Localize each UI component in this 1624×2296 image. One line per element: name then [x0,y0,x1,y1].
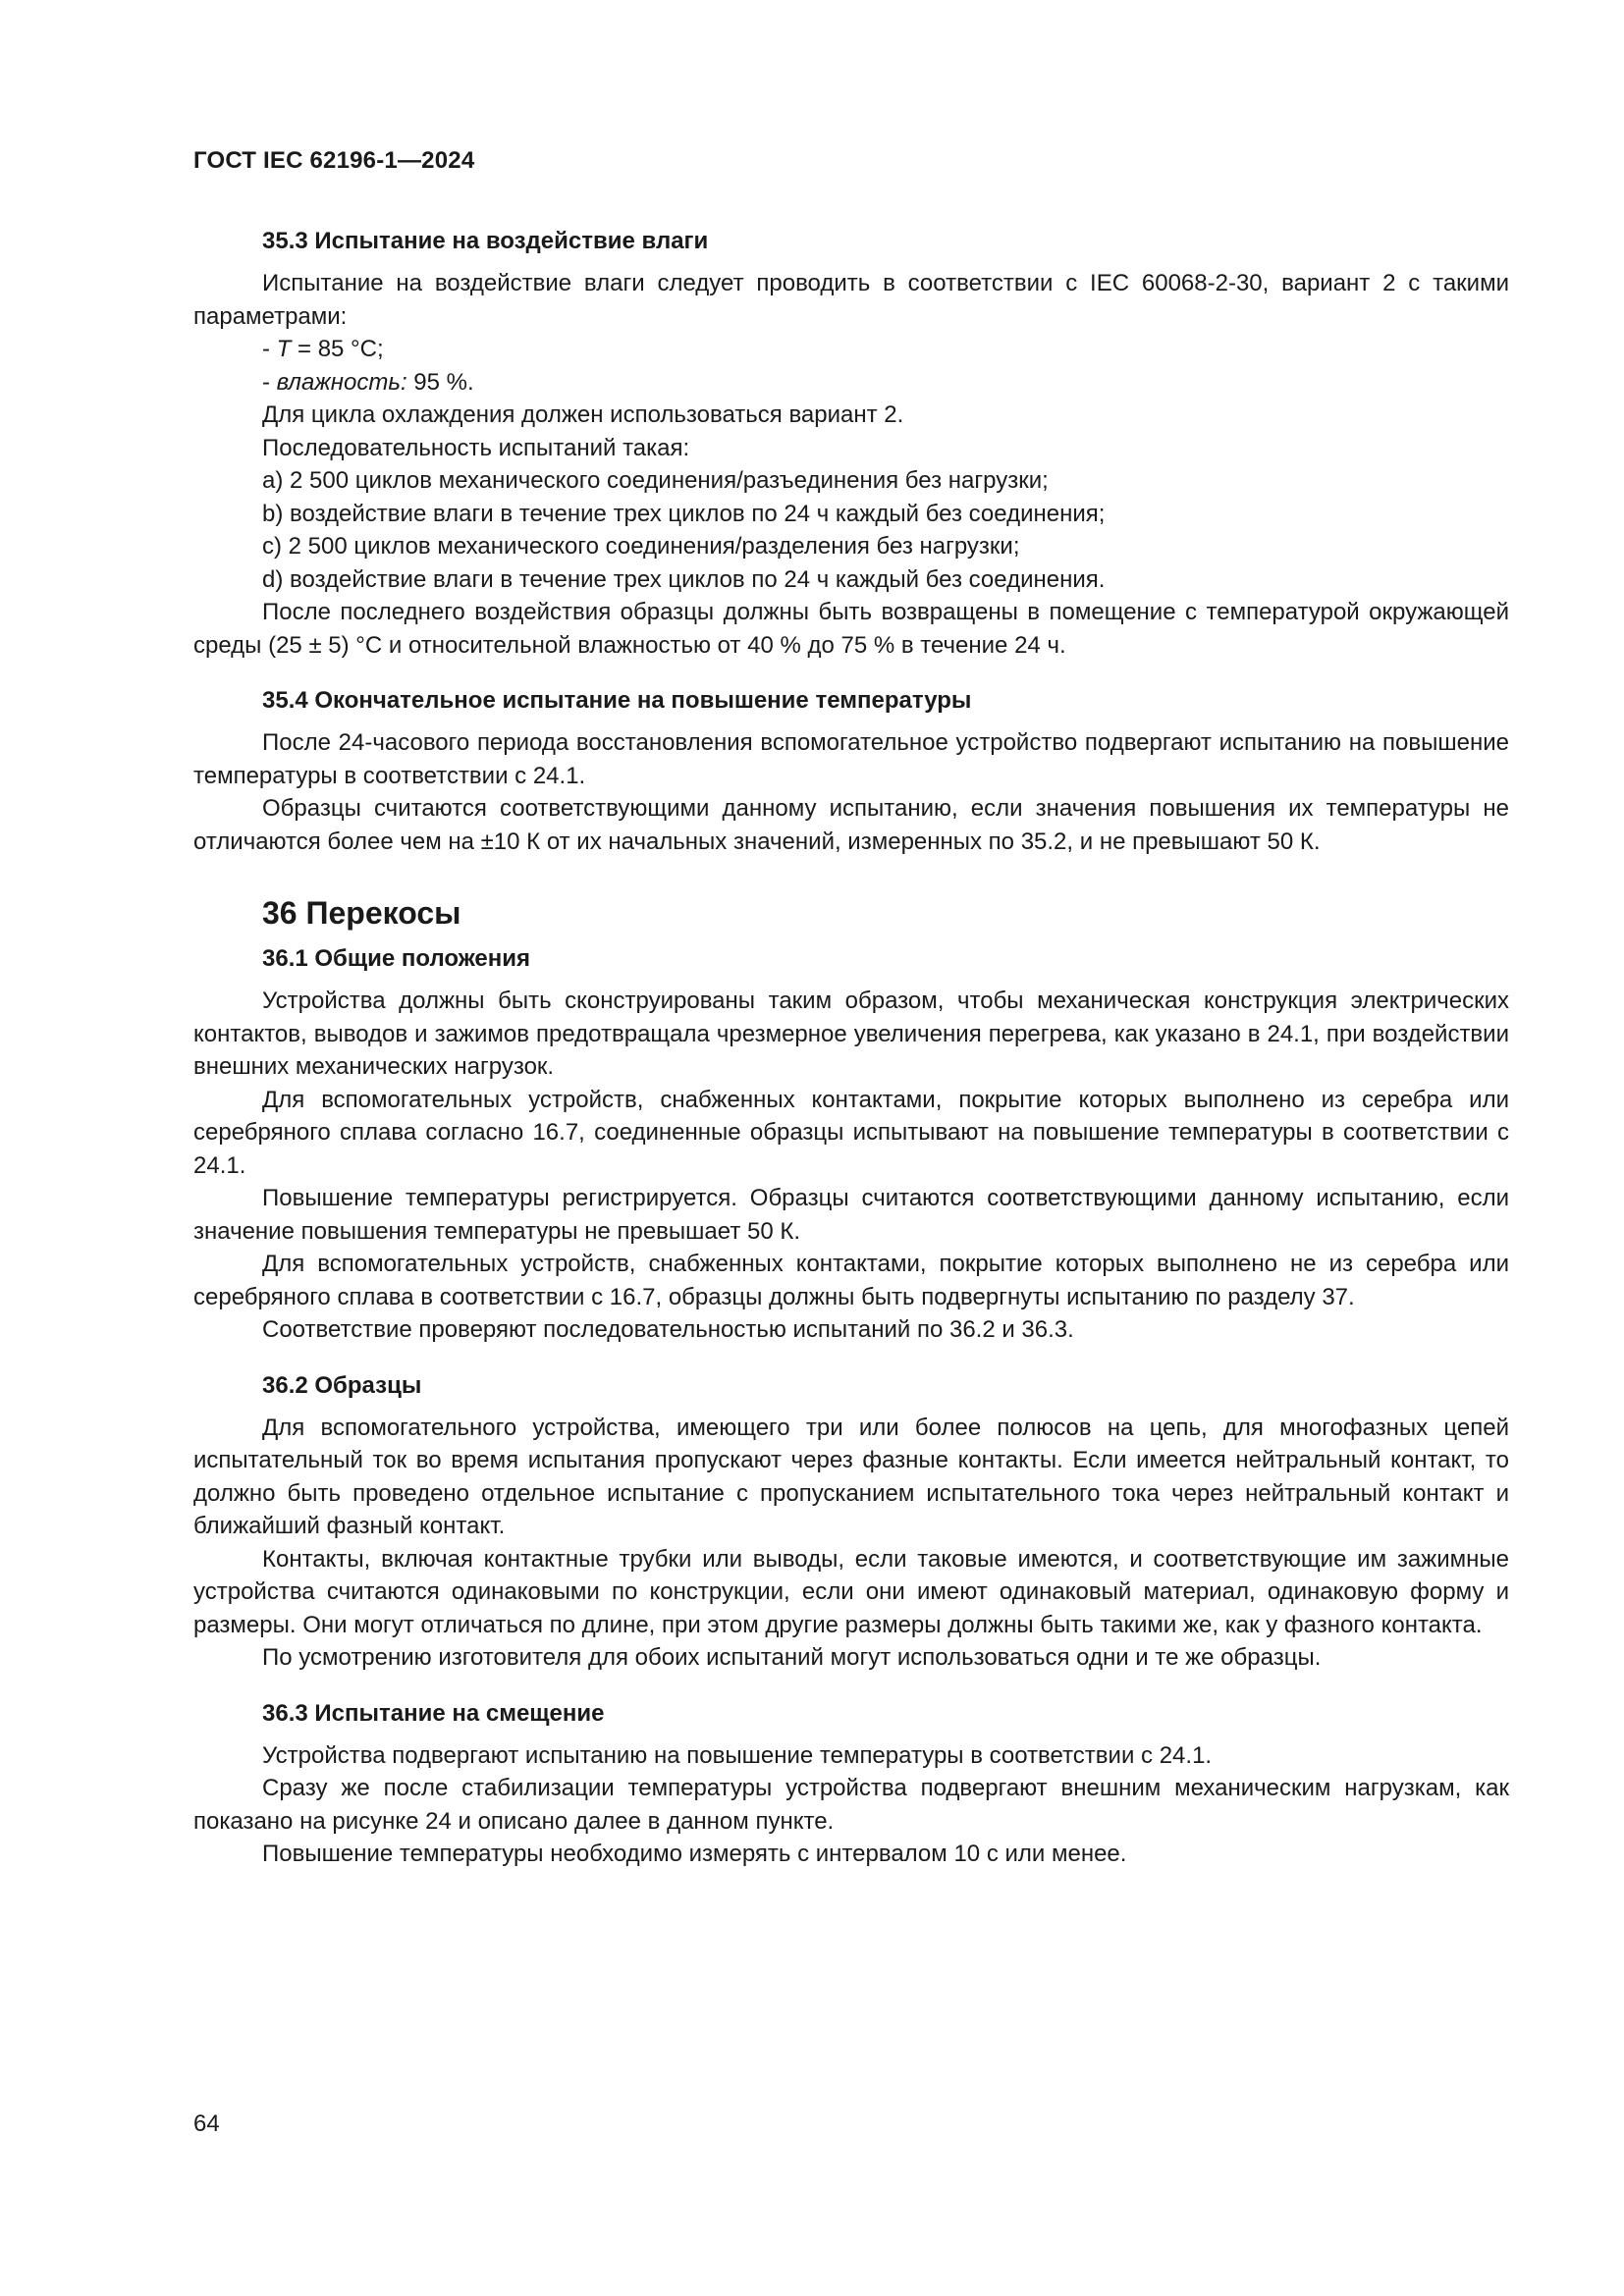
paragraph: После 24-часового периода восстановления вспомогательное устройство подвергают испытанию на повышение температуры в соответствии с 24.1. [193,729,1509,789]
list-item: c) 2 500 циклов механического соединения/разделения без нагрузки; [262,533,1020,560]
paragraph: Соответствие проверяют последовательностью испытаний по 36.2 и 36.3. [262,1316,1074,1343]
document-page [193,147,1509,1871]
paragraph: Для вспомогательных устройств, снабженных контактами, покрытие которых выполнено из серебра или серебряного сплава согласно 16.7, соединенные образцы испытывают на повышение температуры в соответствии с 24.1. [193,1086,1509,1179]
section-36-heading: 36 Перекосы [262,895,461,931]
list-dash: - [262,368,277,396]
list-item-temperature [193,333,1509,366]
paragraph: Устройства подвергают испытанию на повышение температуры в соответствии с 24.1. [262,1741,1213,1769]
variable-humidity: влажность: [276,368,407,396]
section-36-2-heading: 36.2 Образцы [262,1371,422,1399]
section-35-4-heading: 35.4 Окончательное испытание на повышение температуры [262,687,972,714]
paragraph: Последовательность испытаний такая: [262,434,690,461]
section-35-3-heading: 35.3 Испытание на воздействие влаги [262,228,709,254]
paragraph: Испытание на воздействие влаги следует проводить в соответствии с IEC 60068-2-30, вариант 2 с такими параметрами: [193,270,1509,330]
paragraph: Контакты, включая контактные трубки или выводы, если таковые имеются, и соответствующие им зажимные устройства считаются одинаковыми по конструкции, если они имеют одинаковый материал, одинаковую форму и размеры. Они могут отличаться по длине, при этом другие размеры должны быть такими же, как у фазного контакта. [193,1545,1509,1638]
paragraph: По усмотрению изготовителя для обоих испытаний могут использоваться одни и те же образцы. [262,1644,1322,1671]
paragraph: Для цикла охлаждения должен использоваться вариант 2. [262,401,904,428]
paragraph: Сразу же после стабилизации температуры устройства подвергают внешним механическим нагрузкам, как показано на рисунке 24 и описано далее в данном пункте. [193,1775,1509,1835]
list-item: d) воздействие влаги в течение трех циклов по 24 ч каждый без соединения. [262,565,1106,593]
document-id-header: ГОСТ IEC 62196-1—2024 [193,147,475,174]
section-36-3-heading: 36.3 Испытание на смещение [262,1699,605,1727]
paragraph: Для вспомогательного устройства, имеющего три или более полюсов на цепь, для многофазных цепей испытательный ток во время испытания пропускают через фазные контакты. Если имеется нейтральный контакт, то должно быть проведено отдельное испытание с пропусканием испытательного тока через нейтральный контакт и ближайший фазный контакт. [193,1414,1509,1539]
paragraph: Повышение температуры регистрируется. Образцы считаются соответствующими данному испытанию, если значение повышения температуры не превышает 50 К. [193,1185,1509,1245]
variable-t: T [276,336,292,362]
paragraph: Образцы считаются соответствующими данному испытанию, если значения повышения их температуры не отличаются более чем на ±10 К от их начальных значений, измеренных по 35.2, и не превышают 50 К. [193,795,1509,855]
paragraph: Для вспомогательных устройств, снабженных контактами, покрытие которых выполнено не из серебра или серебряного сплава в соответствии с 16.7, образцы должны быть подвергнуты испытанию по разделу 37. [193,1251,1509,1310]
section-36-1-heading: 36.1 Общие положения [262,945,531,972]
list-dash: - [262,336,277,362]
paragraph: Устройства должны быть сконструированы таким образом, чтобы механическая конструкция электрических контактов, выводов и зажимов предотвращала чрезмерное увеличения перегрева, как указано в 24.1, при воздействии внешних механических нагрузок. [193,988,1509,1080]
page-number: 64 [193,2110,220,2137]
paragraph: После последнего воздействия образцы должны быть возвращены в помещение с температурой окружающей среды (25 ± 5) °C и относительной влажностью от 40 % до 75 % в течение 24 ч. [193,599,1509,659]
list-item-text: 95 %. [406,368,474,396]
list-item: a) 2 500 циклов механического соединения/разъединения без нагрузки; [262,467,1049,494]
list-item-text: = 85 °C; [291,336,384,362]
list-item: b) воздействие влаги в течение трех циклов по 24 ч каждый без соединения; [262,500,1106,527]
list-item-humidity [193,366,1509,400]
paragraph: Повышение температуры необходимо измерять с интервалом 10 с или менее. [262,1841,1127,1867]
